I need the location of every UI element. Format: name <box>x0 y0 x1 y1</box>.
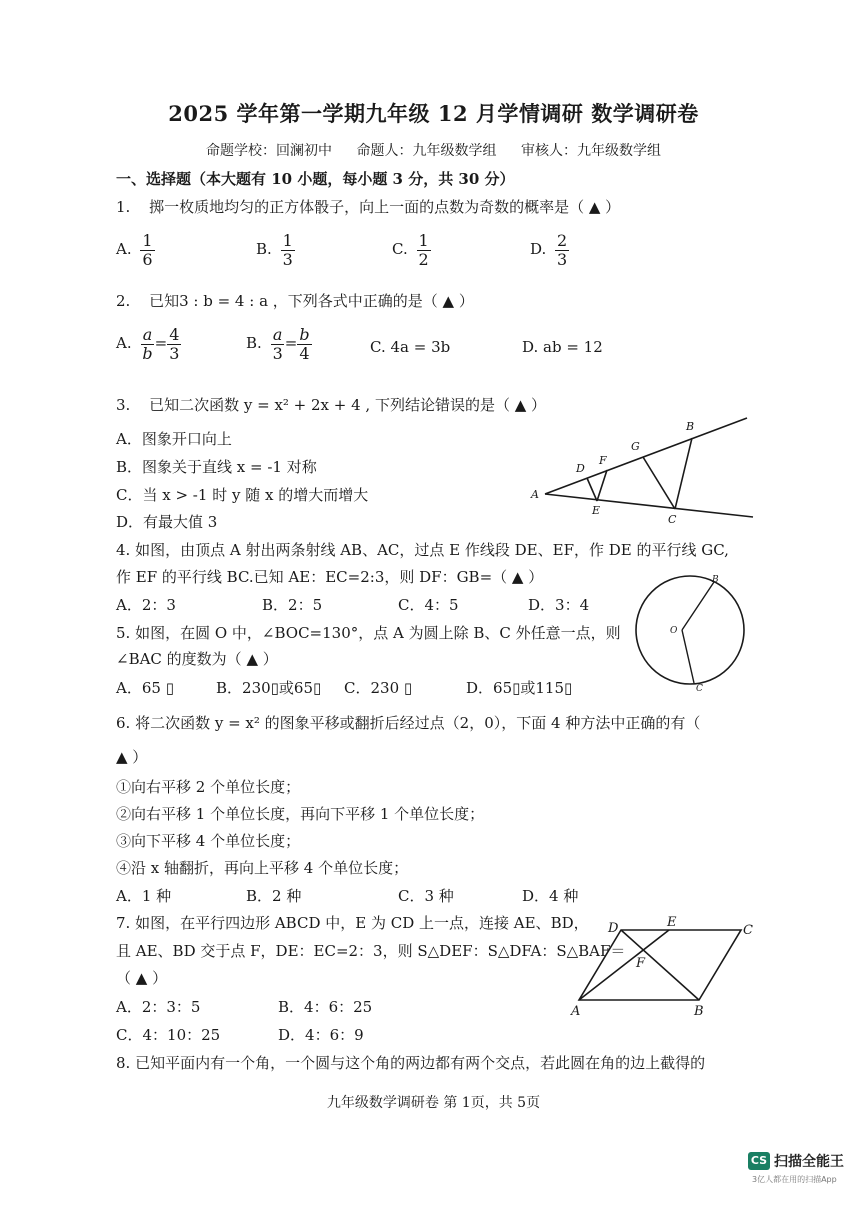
denominator: 4 <box>299 343 310 363</box>
fraction <box>417 232 431 268</box>
numerator: 4 <box>169 325 180 344</box>
question-text: 已知二次函数 y = x² + 2x + 4 , 下列结论错误的是（ ▲ ） <box>149 396 547 414</box>
scanner-logo <box>748 1151 844 1171</box>
point-label-a: A <box>571 1004 581 1019</box>
q6-item-1: ①向右平移 2 个单位长度； <box>116 778 301 796</box>
denominator: 3 <box>272 343 283 363</box>
numerator: 1 <box>142 231 153 250</box>
question-number: 2. <box>116 292 131 310</box>
exam-title: 2025 学年第一学期九年级 12 月学情调研 数学调研卷 <box>168 101 699 126</box>
question-5-line-1: 5. 如图，在圆 O 中，∠BOC=130°，点 A 为圆上除 B、C 外任意一点，则 <box>116 624 621 642</box>
scanner-tagline: 3亿人都在用的扫描App <box>752 1175 837 1184</box>
point-label-b: B <box>694 1004 704 1019</box>
ray-ac <box>545 494 753 517</box>
denominator: 6 <box>142 249 153 269</box>
question-6-line-1: 6. 将二次函数 y = x² 的图象平移或翻折后经过点（2，0），下面 4 种方法中正确的有（ <box>116 714 701 732</box>
q4-option-c: C．4：5 <box>398 596 459 614</box>
fraction <box>140 232 154 268</box>
question-3 <box>116 394 546 415</box>
radius-ob <box>682 582 714 630</box>
point-label-a: A <box>531 488 539 501</box>
point-label-f: F <box>636 956 646 971</box>
point-label-f: F <box>599 454 607 467</box>
point-label-b: B <box>686 420 695 433</box>
fraction <box>555 232 569 268</box>
option-label: A. <box>116 334 132 353</box>
radius-oc <box>682 630 694 683</box>
point-label-c: C <box>743 923 753 938</box>
section-heading: 一、选择题（本大题有 10 小题，每小题 3 分，共 30 分） <box>116 170 515 188</box>
parallelogram-figure <box>566 912 761 1022</box>
numerator: 2 <box>557 231 568 250</box>
question-text: 掷一枚质地均匀的正方体骰子，向上一面的点数为奇数的概率是（ ▲ ） <box>149 198 621 216</box>
fraction <box>297 326 311 362</box>
scanner-app-name: 扫描全能王 <box>774 1154 844 1170</box>
question-6-line-2: ▲ ） <box>116 748 148 766</box>
question-7-line-2: 且 AE、BD 交于点 F，DE：EC=2：3，则 S△DEF：S△DFA：S△BAF＝ <box>116 942 626 960</box>
q6-option-c: C．3 种 <box>398 887 454 905</box>
option-label: B. <box>246 334 262 353</box>
meta-school: 命题学校：回澜初中 <box>206 143 333 159</box>
q5-option-d: D．65▯或115▯ <box>466 679 573 697</box>
q1-option-d <box>530 232 569 268</box>
meta-reviewer: 审核人：九年级数学组 <box>520 143 661 159</box>
q6-item-4: ④沿 x 轴翻折，再向上平移 4 个单位长度； <box>116 859 409 877</box>
segment-gc <box>643 457 675 509</box>
q5-option-b: B．230▯或65▯ <box>216 679 322 697</box>
denominator: b <box>142 343 153 363</box>
q2-option-a: A. $\frac{a}{b}$ = $\frac{4}{3}$ <box>116 325 180 363</box>
page-footer: 九年级数学调研卷 第 1页，共 5页 <box>326 1095 541 1111</box>
point-label-g: G <box>631 440 640 453</box>
option-label: B. <box>256 240 272 259</box>
q3-option-d: D．有最大值 3 <box>116 513 218 531</box>
point-label-d: D <box>576 462 585 475</box>
denominator: 3 <box>282 249 293 269</box>
question-7-line-3: （ ▲ ） <box>116 969 168 987</box>
q2-option-b: B. $\frac{a}{3}$ = $\frac{b}{4}$ <box>246 325 310 363</box>
fraction <box>271 326 285 362</box>
q1-option-a <box>116 232 155 268</box>
q7-option-b: B．4：6：25 <box>278 998 373 1016</box>
option-label: C. <box>392 240 408 259</box>
q4-option-a: A．2：3 <box>116 596 176 614</box>
question-number: 3. <box>116 396 131 414</box>
q6-option-d: D．4 种 <box>522 887 579 905</box>
q3-option-b: B．图象关于直线 x = -1 对称 <box>116 458 317 476</box>
denominator: 3 <box>557 249 568 269</box>
q7-option-a: A．2：3：5 <box>116 998 201 1016</box>
segment-de <box>587 478 597 501</box>
option-label: A. <box>116 240 132 259</box>
point-label-d: D <box>608 921 619 936</box>
cs-badge-icon: CS <box>748 1152 770 1170</box>
question-text: 已知3 : b = 4 : a ，下列各式中正确的是（ ▲ ） <box>149 292 474 310</box>
segment-bc <box>675 438 692 509</box>
q2-option-d: D. ab = 12 <box>522 338 603 356</box>
q6-option-b: B．2 种 <box>246 887 302 905</box>
numerator: a <box>272 325 283 344</box>
q6-option-a: A．1 种 <box>116 887 172 905</box>
point-label-c: C <box>696 684 703 692</box>
segment-bd <box>621 930 699 1000</box>
q3-option-a: A．图象开口向上 <box>116 430 232 448</box>
question-2 <box>116 290 474 311</box>
q1-option-c <box>392 232 431 268</box>
fraction <box>140 326 154 362</box>
fraction <box>167 326 181 362</box>
option-label: D. <box>530 240 547 259</box>
question-1 <box>116 196 620 217</box>
numerator: 1 <box>418 231 429 250</box>
q3-option-c: C．当 x > -1 时 y 随 x 的增大而增大 <box>116 486 369 504</box>
denominator: 3 <box>169 343 180 363</box>
q6-item-3: ③向下平移 4 个单位长度； <box>116 832 301 850</box>
q4-option-b: B．2：5 <box>262 596 323 614</box>
point-label-e: E <box>592 504 601 517</box>
exam-meta <box>0 140 867 160</box>
question-number: 1. <box>116 198 131 216</box>
q7-option-c: C．4：10：25 <box>116 1026 221 1044</box>
meta-author: 命题人：九年级数学组 <box>356 143 497 159</box>
numerator: 1 <box>282 231 293 250</box>
q6-item-2: ②向右平移 1 个单位长度，再向下平移 1 个单位长度； <box>116 805 485 823</box>
point-label-e: E <box>667 915 677 930</box>
question-4-line-1: 4. 如图，由顶点 A 射出两条射线 AB、AC，过点 E 作线段 DE、EF，作 DE 的平行线 GC, <box>116 541 729 559</box>
fraction <box>281 232 295 268</box>
point-label-o: O <box>670 626 678 636</box>
question-4-line-2: 作 EF 的平行线 BC.已知 AE：EC=2:3，则 DF：GB=（ ▲ ） <box>116 568 544 586</box>
q5-option-c: C．230 ▯ <box>344 679 413 697</box>
question-7-line-1: 7. 如图，在平行四边形 ABCD 中，E 为 CD 上一点，连接 AE、BD， <box>116 914 589 932</box>
denominator: 2 <box>418 249 429 269</box>
circle-figure <box>626 572 754 692</box>
q7-option-d: D．4：6：9 <box>278 1026 364 1044</box>
point-label-b: B <box>712 575 719 585</box>
q1-option-b <box>256 232 295 268</box>
numerator: b <box>299 325 310 344</box>
q5-option-a: A．65 ▯ <box>116 679 174 697</box>
question-5-line-2: ∠BAC 的度数为（ ▲ ） <box>116 650 278 668</box>
q4-option-d: D．3：4 <box>528 596 590 614</box>
question-8-line-1: 8. 已知平面内有一个角，一个圆与这个角的两边都有两个交点，若此圆在角的边上截得的 <box>116 1054 706 1072</box>
numerator: a <box>142 325 153 344</box>
q2-option-c: C. 4a = 3b <box>370 338 451 356</box>
point-label-c: C <box>668 513 677 526</box>
rays-figure <box>525 410 760 530</box>
ray-ab <box>545 418 747 494</box>
